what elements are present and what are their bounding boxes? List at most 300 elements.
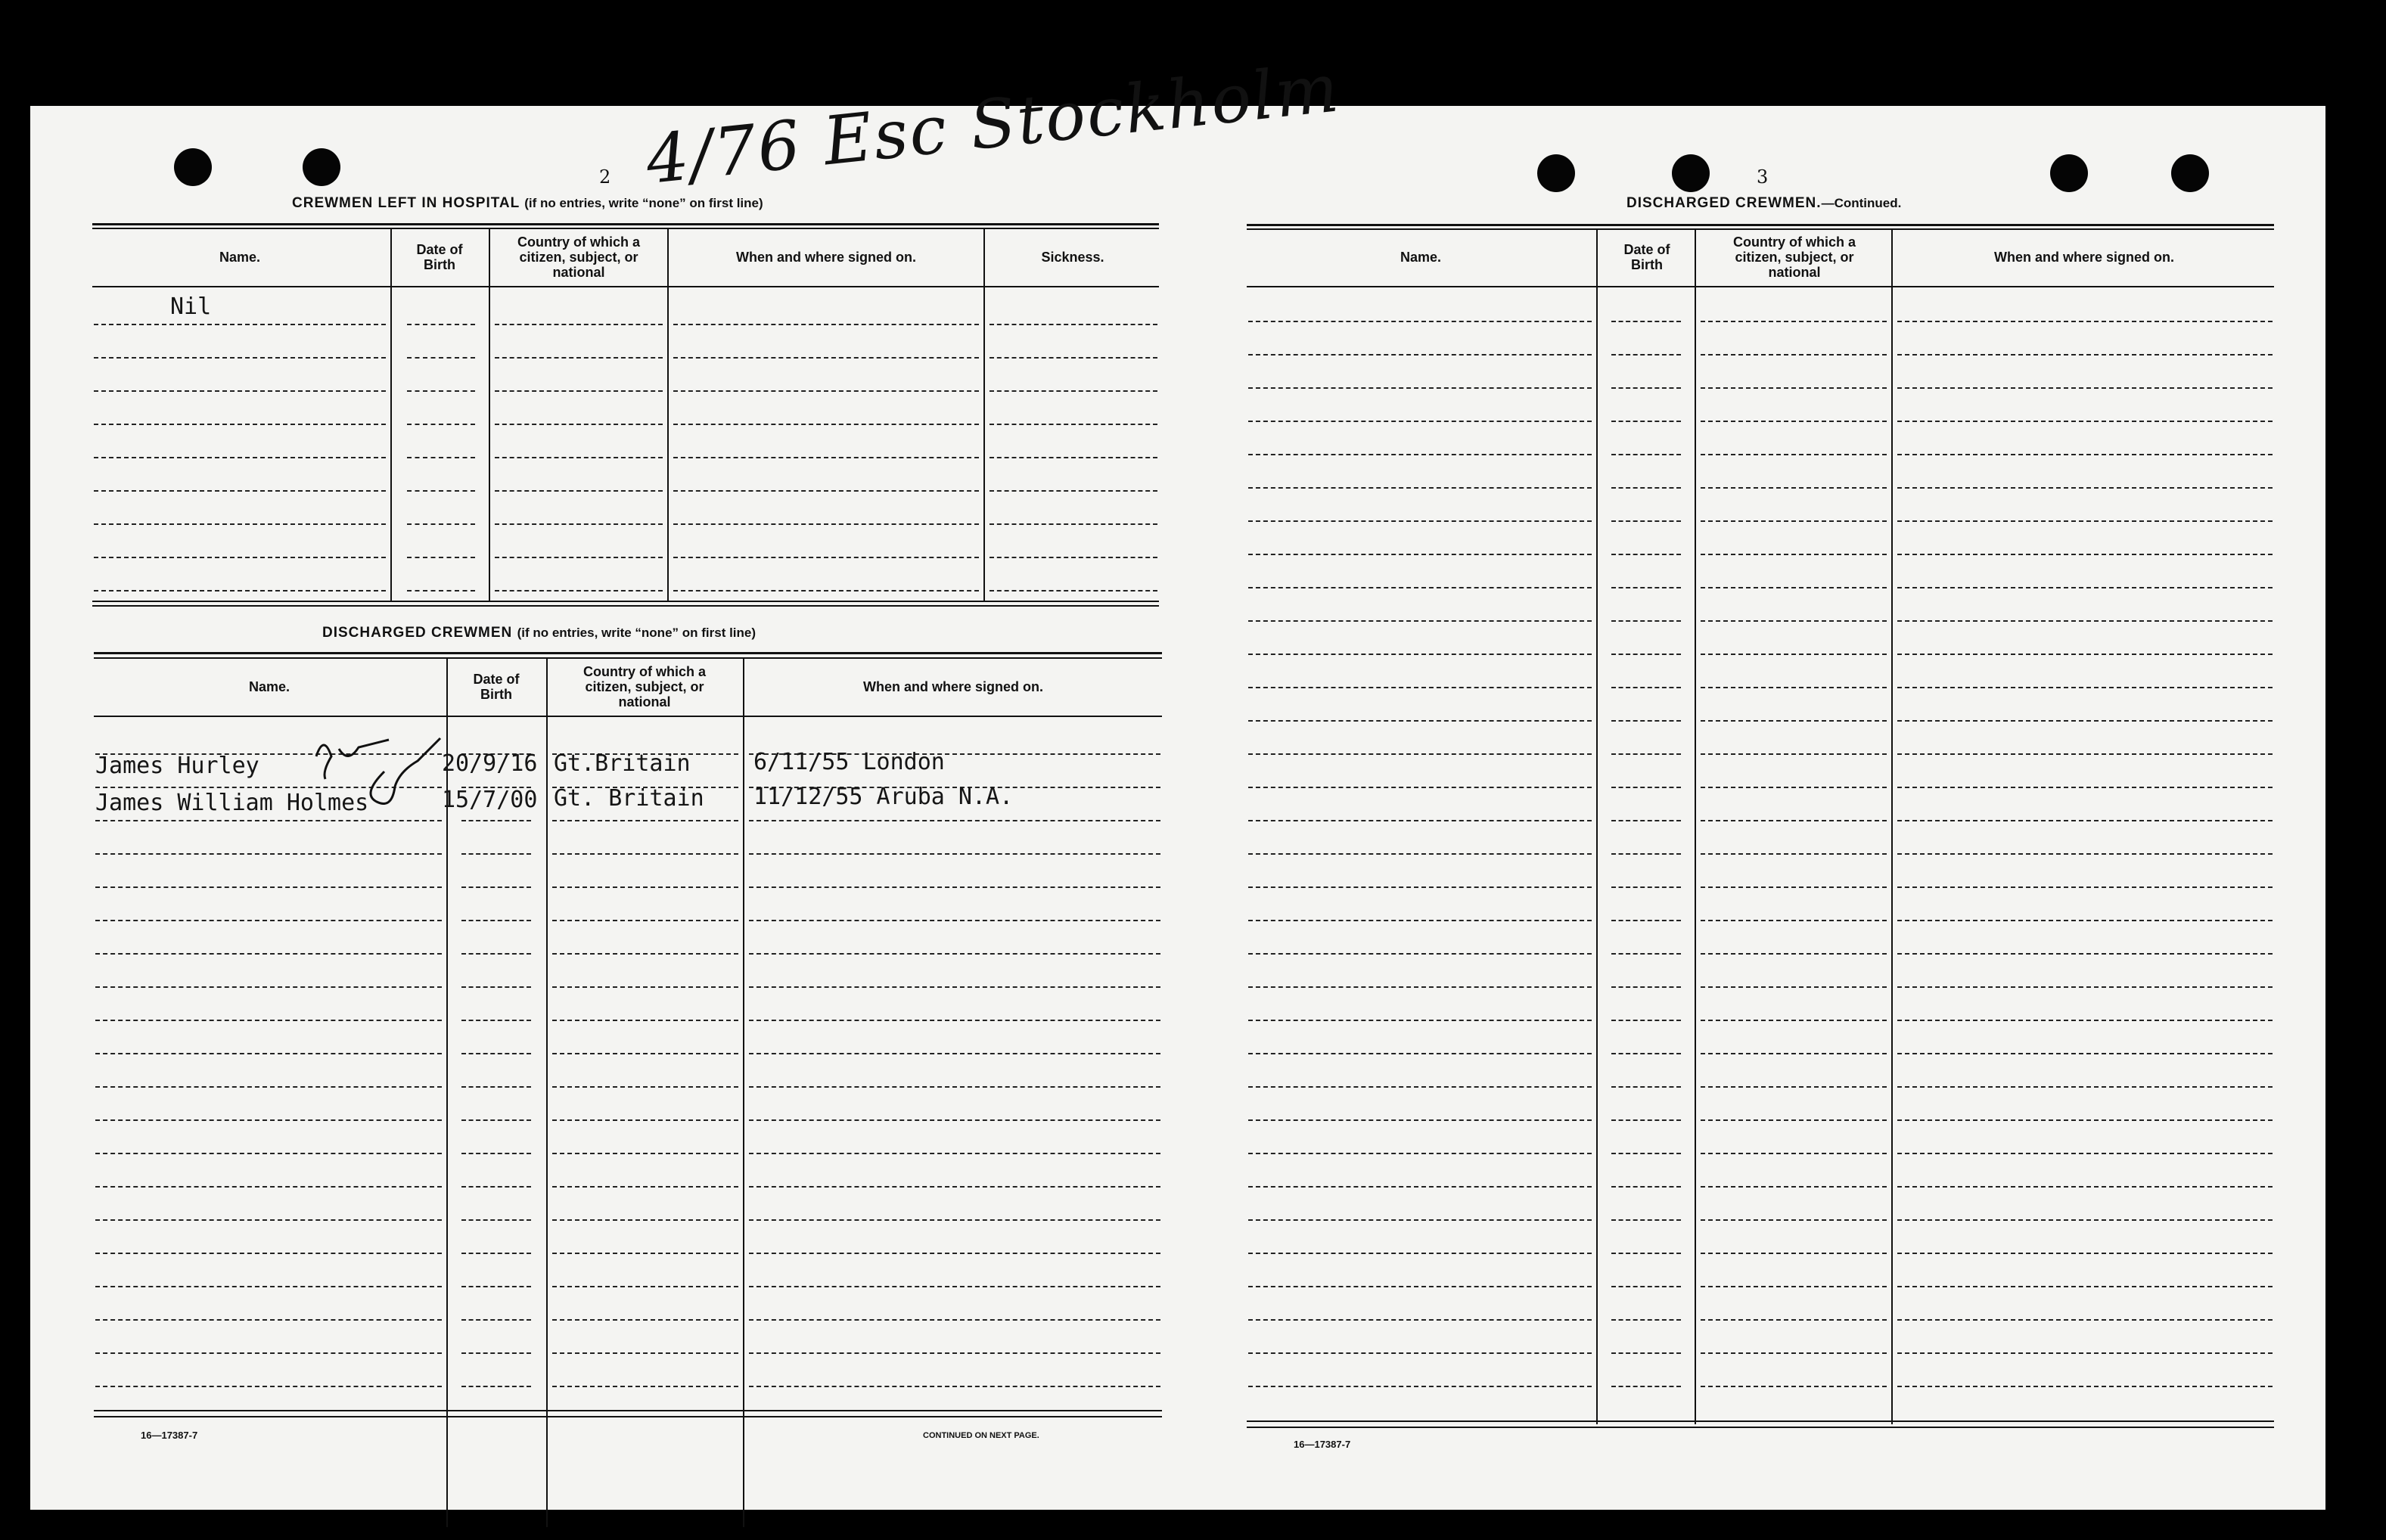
ruled-line (990, 324, 1157, 325)
ruled-line (495, 390, 663, 392)
right-section-title (1626, 195, 1901, 212)
right-col-signed: When and where signed on. (1993, 250, 2175, 265)
right-page (1195, 106, 2325, 1510)
punch-hole-icon (1672, 154, 1710, 192)
punch-hole-icon (174, 148, 212, 186)
ruled-line (461, 986, 531, 988)
ruled-line (552, 853, 738, 855)
ruled-line (1248, 1086, 1592, 1088)
ruled-line (461, 1352, 531, 1354)
ruled-line (1611, 687, 1681, 688)
hospital-vline (390, 229, 392, 601)
handwritten-note: 4/76 Esc Stockholm (642, 48, 1344, 200)
ruled-line (1248, 654, 1592, 655)
ruled-line (95, 953, 442, 955)
ruled-line (749, 820, 1160, 821)
ruled-line (1897, 554, 2273, 555)
ruled-line (461, 1219, 531, 1221)
ruled-line (1611, 487, 1681, 489)
left-page (30, 48, 1344, 1510)
ruled-line (95, 1086, 442, 1088)
ruled-line (552, 1253, 738, 1254)
ruled-line (1701, 1352, 1887, 1354)
ruled-line (1611, 820, 1681, 821)
ruled-line (1701, 720, 1887, 722)
ruled-line (495, 357, 663, 359)
ruled-line (407, 490, 475, 492)
ruled-line (1611, 1352, 1681, 1354)
ruled-line (1248, 820, 1592, 821)
ruled-line (407, 457, 475, 458)
ruled-line (94, 357, 386, 359)
ruled-line (1248, 587, 1592, 588)
right-header-rule (1247, 286, 2274, 287)
form-code: 16—17387-7 (141, 1430, 198, 1441)
ruled-line (1897, 1153, 2273, 1154)
ruled-line (1248, 953, 1592, 955)
ruled-line (1701, 654, 1887, 655)
ruled-line (407, 557, 475, 558)
ruled-line (1897, 654, 2273, 655)
ruled-line (461, 1119, 531, 1121)
ruled-line (1701, 953, 1887, 955)
ruled-line (1248, 520, 1592, 522)
ruled-line (673, 523, 979, 525)
ruled-line (495, 523, 663, 525)
ruled-line (749, 853, 1160, 855)
ruled-line (749, 1386, 1160, 1387)
ruled-line (1701, 321, 1887, 322)
ruled-line (1897, 1386, 2273, 1387)
ruled-line (552, 1186, 738, 1188)
ruled-line (1248, 421, 1592, 422)
hospital-title-note: (if no entries, write “none” on first line) (524, 196, 763, 210)
right-title-text: DISCHARGED CREWMEN. (1626, 195, 1822, 211)
ruled-line (1701, 1020, 1887, 1021)
right-vline (1596, 229, 1598, 1424)
ruled-line (552, 986, 738, 988)
discharged-title-note: (if no entries, write “none” on first line) (517, 626, 756, 640)
discharged-heading-text (322, 625, 756, 641)
ruled-line (1701, 1186, 1887, 1188)
ruled-line (1701, 1053, 1887, 1054)
ruled-line (95, 986, 442, 988)
ruled-line (461, 820, 531, 821)
ruled-line (1701, 454, 1887, 455)
ruled-line (1248, 1319, 1592, 1321)
ruled-line (1248, 354, 1592, 356)
right-top-rule (1247, 224, 2274, 226)
ruled-line (1611, 1153, 1681, 1154)
ruled-line (749, 886, 1160, 888)
hospital-vline (667, 229, 669, 601)
punch-hole-icon (2171, 154, 2209, 192)
hospital-col-sickness: Sickness. (1041, 250, 1104, 265)
ruled-line (1897, 753, 2273, 755)
ruled-line (407, 357, 475, 359)
ruled-line (94, 490, 386, 492)
punch-hole-icon (2050, 154, 2088, 192)
ruled-line (1611, 720, 1681, 722)
ruled-line (1611, 953, 1681, 955)
ruled-line (1701, 487, 1887, 489)
discharged-col-dob: Date of Birth (473, 672, 520, 702)
ruled-line (552, 820, 738, 821)
ruled-line (1611, 986, 1681, 988)
ruled-line (552, 953, 738, 955)
ruled-line (1701, 753, 1887, 755)
ruled-line (749, 1020, 1160, 1021)
ruled-line (495, 424, 663, 425)
ruled-line (1701, 520, 1887, 522)
ruled-line (1897, 787, 2273, 788)
ruled-line (1701, 1153, 1887, 1154)
ruled-line (1897, 454, 2273, 455)
ruled-line (749, 1286, 1160, 1287)
hospital-entry-nil: Nil (170, 293, 212, 320)
ruled-line (1897, 520, 2273, 522)
ruled-line (1897, 720, 2273, 722)
ruled-line (495, 324, 663, 325)
ruled-line (990, 457, 1157, 458)
ruled-line (1701, 886, 1887, 888)
ruled-line (1248, 920, 1592, 921)
ruled-line (1611, 620, 1681, 622)
hospital-title-text: CREWMEN LEFT IN HOSPITAL (292, 195, 520, 211)
ruled-line (1701, 1386, 1887, 1387)
ruled-line (95, 920, 442, 921)
ruled-line (461, 1286, 531, 1287)
ruled-line (461, 1386, 531, 1387)
ruled-line (749, 1219, 1160, 1221)
ruled-line (1701, 554, 1887, 555)
ruled-line (1897, 1352, 2273, 1354)
right-bottom-rule-2 (1247, 1427, 2274, 1428)
handwritten-mark-icon (309, 726, 445, 809)
page-number: 2 (599, 166, 611, 188)
ruled-line (461, 1253, 531, 1254)
right-col-name: Name. (1400, 250, 1442, 265)
ruled-line (1701, 1319, 1887, 1321)
ruled-line (1611, 520, 1681, 522)
ruled-line (1248, 853, 1592, 855)
ruled-line (461, 1020, 531, 1021)
ruled-line (749, 1253, 1160, 1254)
ruled-line (1248, 986, 1592, 988)
ruled-line (95, 1153, 442, 1154)
ruled-line (1611, 454, 1681, 455)
ruled-line (749, 1119, 1160, 1121)
ruled-line (461, 1319, 531, 1321)
ruled-line (95, 1286, 442, 1287)
crew-row-1-dob: 20/9/16 (442, 750, 538, 777)
ruled-line (990, 357, 1157, 359)
discharged-col-name: Name. (248, 679, 290, 694)
ruled-line (1611, 920, 1681, 921)
ruled-line (1611, 853, 1681, 855)
ruled-line (552, 1153, 738, 1154)
ruled-line (95, 853, 442, 855)
ruled-line (1248, 554, 1592, 555)
ruled-line (1701, 853, 1887, 855)
ruled-line (95, 1119, 442, 1121)
ruled-line (1701, 1119, 1887, 1121)
hospital-col-name: Name. (219, 250, 261, 265)
ruled-line (673, 424, 979, 425)
ruled-line (1897, 1053, 2273, 1054)
right-vline (1695, 229, 1696, 1424)
ruled-line (1248, 787, 1592, 788)
ruled-line (1897, 1286, 2273, 1287)
ruled-line (1248, 1186, 1592, 1188)
ruled-line (461, 886, 531, 888)
ruled-line (749, 986, 1160, 988)
ruled-line (95, 820, 442, 821)
ruled-line (1248, 387, 1592, 389)
right-col-country: Country of which a citizen, subject, or national (1733, 234, 1856, 280)
discharged-bottom-rule (94, 1410, 1162, 1411)
discharged-bottom-rule-2 (94, 1416, 1162, 1417)
ruled-line (1897, 853, 2273, 855)
ruled-line (1897, 820, 2273, 821)
ruled-line (552, 1053, 738, 1054)
ruled-line (1701, 387, 1887, 389)
ruled-line (1248, 886, 1592, 888)
ruled-line (1701, 687, 1887, 688)
ruled-line (1897, 1319, 2273, 1321)
ruled-line (407, 590, 475, 591)
ruled-line (1897, 1020, 2273, 1021)
ruled-line (1897, 321, 2273, 322)
ruled-line (673, 457, 979, 458)
discharged-header-rule (94, 716, 1162, 717)
ruled-line (749, 1086, 1160, 1088)
ruled-line (1701, 787, 1887, 788)
ruled-line (1611, 1253, 1681, 1254)
ruled-line (95, 1219, 442, 1221)
ruled-line (1897, 354, 2273, 356)
ruled-line (552, 1386, 738, 1387)
ruled-line (1248, 1253, 1592, 1254)
ruled-line (461, 920, 531, 921)
ruled-line (1701, 820, 1887, 821)
ruled-line (1701, 587, 1887, 588)
ruled-line (95, 886, 442, 888)
ruled-line (552, 886, 738, 888)
ruled-line (749, 920, 1160, 921)
ruled-line (1248, 1053, 1592, 1054)
ruled-line (552, 1319, 738, 1321)
ruled-line (749, 1053, 1160, 1054)
ruled-line (749, 1186, 1160, 1188)
discharged-col-country: Country of which a citizen, subject, or national (583, 664, 706, 709)
ruled-line (673, 590, 979, 591)
ruled-line (1611, 1053, 1681, 1054)
ruled-line (1611, 1319, 1681, 1321)
ruled-line (94, 424, 386, 425)
hospital-col-signed: When and where signed on. (735, 250, 917, 265)
discharged-vline (743, 659, 744, 1527)
ruled-line (495, 590, 663, 591)
form-code: 16—17387-7 (1294, 1439, 1351, 1450)
ruled-line (1248, 454, 1592, 455)
ruled-line (94, 590, 386, 591)
ruled-line (1701, 620, 1887, 622)
right-title-suffix: —Continued. (1821, 196, 1902, 210)
discharged-col-signed: When and where signed on. (862, 679, 1044, 694)
ruled-line (990, 390, 1157, 392)
ruled-line (1248, 720, 1592, 722)
ruled-line (94, 523, 386, 525)
continued-note: CONTINUED ON NEXT PAGE. (923, 1431, 1039, 1440)
manifest-sheet (30, 48, 2325, 1510)
ruled-line (1611, 387, 1681, 389)
ruled-line (1611, 1286, 1681, 1287)
ruled-line (1897, 687, 2273, 688)
hospital-vline (489, 229, 490, 601)
ruled-line (1897, 1219, 2273, 1221)
page-number: 3 (1757, 166, 1769, 188)
ruled-line (1897, 1253, 2273, 1254)
ruled-line (1897, 1086, 2273, 1088)
ruled-line (552, 1119, 738, 1121)
ruled-line (749, 1153, 1160, 1154)
ruled-line (1611, 321, 1681, 322)
ruled-line (1701, 354, 1887, 356)
ruled-line (673, 390, 979, 392)
ruled-line (552, 1219, 738, 1221)
ruled-line (1248, 1352, 1592, 1354)
crew-row-2-dob: 15/7/00 (442, 787, 538, 813)
ruled-line (1897, 421, 2273, 422)
ruled-line (1701, 986, 1887, 988)
ruled-line (1248, 321, 1592, 322)
ruled-line (1611, 1119, 1681, 1121)
ruled-line (1248, 1020, 1592, 1021)
ruled-line (1897, 387, 2273, 389)
ruled-line (673, 557, 979, 558)
hospital-top-rule-2 (92, 228, 1159, 229)
ruled-line (749, 1319, 1160, 1321)
ruled-line (1611, 354, 1681, 356)
crew-row-2-name: James William Holmes (95, 790, 369, 816)
ruled-line (94, 390, 386, 392)
crew-row-1-country: Gt.Britain (554, 750, 691, 777)
discharged-top-rule (94, 652, 1162, 654)
ruled-line (1611, 1219, 1681, 1221)
ruled-line (990, 490, 1157, 492)
ruled-line (1897, 1186, 2273, 1188)
ruled-line (990, 424, 1157, 425)
ruled-line (1611, 886, 1681, 888)
ruled-line (990, 523, 1157, 525)
ruled-line (1248, 620, 1592, 622)
ruled-line (94, 324, 386, 325)
right-bottom-rule (1247, 1420, 2274, 1422)
ruled-line (461, 1186, 531, 1188)
ruled-line (552, 920, 738, 921)
ruled-line (461, 1153, 531, 1154)
ruled-line (552, 1352, 738, 1354)
ruled-line (749, 953, 1160, 955)
ruled-line (407, 523, 475, 525)
ruled-line (1701, 1086, 1887, 1088)
ruled-line (1611, 554, 1681, 555)
ruled-line (1248, 1119, 1592, 1121)
discharged-vline (546, 659, 548, 1527)
ruled-line (1897, 953, 2273, 955)
hospital-vline (983, 229, 985, 601)
ruled-line (1248, 1219, 1592, 1221)
ruled-line (1701, 421, 1887, 422)
ruled-line (95, 1253, 442, 1254)
ruled-line (1701, 1286, 1887, 1287)
ruled-line (461, 853, 531, 855)
ruled-line (495, 490, 663, 492)
right-vline (1891, 229, 1893, 1424)
hospital-col-dob: Date of Birth (416, 242, 463, 272)
ruled-line (94, 557, 386, 558)
ruled-line (495, 557, 663, 558)
ruled-line (552, 1020, 738, 1021)
ruled-line (1701, 1253, 1887, 1254)
ruled-line (1248, 1286, 1592, 1287)
ruled-line (95, 1352, 442, 1354)
crew-row-1-name: James Hurley (95, 753, 259, 779)
ruled-line (95, 1186, 442, 1188)
hospital-header-rule (92, 286, 1159, 287)
right-col-dob: Date of Birth (1623, 242, 1670, 272)
crew-row-2-country: Gt. Britain (554, 785, 704, 812)
ruled-line (673, 490, 979, 492)
ruled-line (1611, 1086, 1681, 1088)
hospital-bottom-rule (92, 601, 1159, 602)
crew-row-1-signed: 6/11/55 London (753, 749, 945, 775)
ruled-line (1611, 753, 1681, 755)
ruled-line (749, 1352, 1160, 1354)
ruled-line (1701, 920, 1887, 921)
hospital-top-rule (92, 223, 1159, 225)
ruled-line (673, 357, 979, 359)
ruled-line (461, 953, 531, 955)
ruled-line (95, 1386, 442, 1387)
ruled-line (1248, 1153, 1592, 1154)
ruled-line (552, 1286, 738, 1287)
crew-row-2-signed: 11/12/55 Aruba N.A. (753, 784, 1014, 810)
ruled-line (94, 457, 386, 458)
ruled-line (1897, 1119, 2273, 1121)
ruled-line (1611, 421, 1681, 422)
discharged-title-text: DISCHARGED CREWMEN (322, 625, 513, 641)
ruled-line (407, 390, 475, 392)
ruled-line (1611, 654, 1681, 655)
hospital-bottom-rule-2 (92, 605, 1159, 607)
ruled-line (673, 324, 979, 325)
ruled-line (1611, 787, 1681, 788)
discharged-top-rule-2 (94, 657, 1162, 659)
ruled-line (1611, 1020, 1681, 1021)
ruled-line (990, 590, 1157, 591)
ruled-line (1611, 1186, 1681, 1188)
ruled-line (1897, 587, 2273, 588)
ruled-line (1701, 1219, 1887, 1221)
ruled-line (990, 557, 1157, 558)
hospital-section-title (292, 195, 763, 212)
ruled-line (95, 1020, 442, 1021)
ruled-line (1248, 1386, 1592, 1387)
ruled-line (461, 1086, 531, 1088)
ruled-line (1611, 587, 1681, 588)
